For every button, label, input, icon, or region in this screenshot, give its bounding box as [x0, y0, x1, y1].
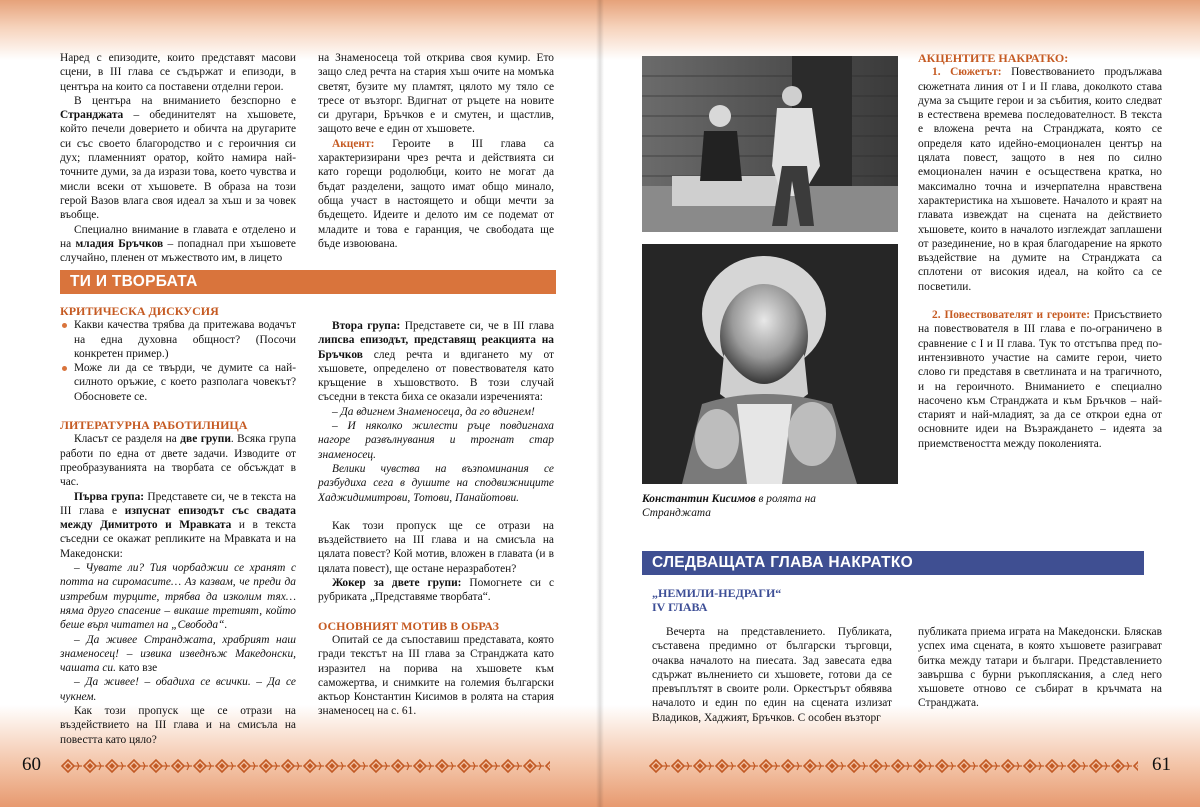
book-gutter [596, 0, 604, 807]
motif-heading: ОСНОВНИЯТ МОТИВ В ОБРАЗ [318, 618, 499, 633]
next-chapter-title-block [652, 586, 892, 614]
workshop-intro: Класът се разделя на две групи. Всяка група работи по една от двете задачи. Изводите от преобразуванията на творбата се обсъждат в час. [60, 433, 297, 489]
intro-continuation: на Знаменосеца той открива своя кумир. Ето защо след речта на стария хъш очите на момъка светят, бузите му пламтят, цялото му тяло се тресе от възторг. Вдигнат от ръцете на новите си другари, Бръчков е и смутен, и щастлив, защото вече е един от хъшовете. [318, 52, 554, 136]
list-item: Какви качества трябва да притежава водачът на една духовна общност? (Посочи конкретен пример.) [60, 318, 296, 361]
intro-paragraph-2: В центъра на вниманието безспорно е Странджата – обединителят на хъшовете, който печели доверието и обичта на другарите си със своето благородство и с героичния си дух; пламенният оратор, който намира най-точните думи, за да изрази това, което чувства и мисли всеки от хъшовете. В образа на този герой Вазов влага своя идеал за хъш и за човек въобще. [60, 94, 296, 222]
list-item: Може ли да се твърди, че думите са най-силното оръжие, с което разполага човекът? Обосновете се. [60, 361, 296, 404]
accent-paragraph: Акцент: Героите в III глава са характеризирани чрез речта и действията си като горещи родолюбци, които не могат да бъдат разделени, защото имат общо минало, обща участ в настоящето и общи мечти за бъдещето. Идеите и делото им се подемат от младите и това е гаранция, че свободата ще бъде извоювана. [318, 137, 554, 250]
theatre-scene-photo [642, 56, 898, 232]
page-number-right: 61 [1152, 754, 1171, 775]
quote-2: – Да живее Странджата, храбрият наш знаменосец! – извика изведнъж Македонски, чашата си. като взе [60, 633, 296, 675]
section-title-ti-i-tvorbata: ТИ И ТВОРБАТА [60, 270, 556, 294]
next-chapter-number: IV ГЛАВА [652, 600, 708, 614]
intro-column-1 [60, 51, 296, 265]
intro-paragraph-1: Наред с епизодите, които представят масови сцени, в III глава се съдържат и епизоди, в центъра на които са поставени отделни герои. [60, 52, 296, 93]
quote-3: – Да живее! – обадиха се всички. – Да се чукнем. [60, 676, 296, 703]
next-chapter-title: „НЕМИЛИ-НЕДРАГИ“ [652, 586, 782, 600]
discussion-questions [60, 318, 296, 404]
discussion-heading: КРИТИЧЕСКА ДИСКУСИЯ [60, 304, 219, 318]
ornament-border-right [648, 758, 1138, 774]
workshop-heading: ЛИТЕРАТУРНА РАБОТИЛНИЦА [60, 418, 248, 433]
accent-item-1: 1. Сюжетът: Повествованието продължава сюжетната линия от I и II глава, доколкото става дума за същите герои и за събития, които следват в естествена времева последователност. В текста е вложена речта на Странджата, която се определя като идейно-емоционален център на цялата повест, защото в нея по силно емоционален начин е осъществена кратка, но максимално точна и изчерпателна нравствена характеристика на хъшовете. Началото и краят на главата извеждат на сцената на действието хъшовете, които в началото изглеждат заплашени от разединение, но в края благодарение на яркото въздействие на думите на Странджата са сплотени от високия идеал, на който са се посветили. [918, 66, 1163, 293]
joker-paragraph: Жокер за двете групи: Помогнете си с рубриката „Представяме творбата“. [318, 577, 554, 604]
group-2-task: Втора група: Представете си, че в III глава липсва епизодът, представящ реакцията на Бръчков след речта и вдигането му от хъшовете, определено от повествователя като кръщение в хъшовството. В този случай съседни в текста биха се оказали изреченията: [318, 320, 554, 404]
next-chapter-column-2 [918, 625, 1162, 711]
next-chapter-text-2: публиката приема играта на Македонски. Бляскав успех има сцената, в която хъшовете разиграват битка между татари и българи. Представлението завършва с бурни ръкопляскания, а след него хъшовете отново се събират в кръчмата на Странджата. [918, 626, 1162, 710]
group-2-question: Как този пропуск ще се отрази на въздействието на III глава и на смисъла на цялата повест? Кой мотив, вложен в главата (и в цялата повест), ще остане неразработен? [318, 519, 554, 575]
accents-heading: АКЦЕНТИТЕ НАКРАТКО: [918, 51, 1069, 65]
quote-5: – И няколко жилести ръце повдигнаха нагоре развълнувания и трогнат стар знаменосец. [318, 420, 554, 461]
quote-4: – Да вдигнем Знаменосеца, да го вдигнем! [332, 405, 535, 418]
next-chapter-column-1 [652, 625, 892, 725]
ornament-border-left [60, 758, 550, 774]
group-1-task: Първа група: Представете си, че в текста на III глава е изпуснат епизодът със свадата между Димитрото и Мравката и в текста съседни се окажат репликите на Мравката и на Македонски: [60, 490, 296, 560]
kisimov-portrait-photo [642, 244, 898, 484]
intro-paragraph-3: Специално внимание в главата е отделено и на младия Бръчков – попаднал при хъшовете случайно, пленен от мъжеството им, в лицето [60, 223, 296, 265]
quote-6: Велики чувства на възпоминания се разбудиха сега в душите на сподвижниците Хаджидимитрови, Тотови, Панайотови. [318, 462, 554, 504]
motif-text: Опитай се да съпоставиш представата, която гради текстът на III глава за Странджата като изразител на порива на хъшовете към саможертва, и снимките на големия български актьор Константин Кисимов в ролята на стария знаменосец на с. 61. [318, 633, 554, 718]
page-number-left: 60 [22, 754, 41, 775]
workshop-column-2 [318, 319, 554, 719]
photo-caption: Константин Кисимов в ролята на Странджата [642, 493, 816, 519]
intro-column-2 [318, 51, 554, 251]
next-chapter-text-1: Вечерта на представлението. Публиката, съставена предимно от български търговци, очаква началото на пиесата. Зад завесата едва сдържат вълнението си хъшовете, готови да се превъплътят в своите роли. Оркестърът обявява началото и един по един на сцената излизат Владиков, Хаджият, Бръчков. С особен възторг [652, 626, 892, 724]
quote-1: – Чувате ли? Тия чорбаджии се хранят с потта на сиромасите… Аз казвам, че преди да изтребим турците, трябва да изколим тях… няма друго спасение – викаше третият, който беше върл читател на „Свобода“. [60, 562, 296, 632]
workshop-column-1 [60, 304, 296, 747]
accents-column [918, 51, 1162, 451]
group-1-question: Как този пропуск ще се отрази на въздействието на III глава и на смисъла на повестта като цяло? [60, 705, 296, 746]
section-title-next-chapter: СЛЕДВАЩАТА ГЛАВА НАКРАТКО [642, 551, 1144, 575]
accent-item-2: 2. Повествователят и героите: Присъствието на повествователя в III глава е по-ограничено в сравнение с I и II глава. Тук то отстъпва пред по-интензивното участие на самите герои, чието слово ги представя в светлината и на трагичното, и на героичното. Вниманието е специално насочено към Странджата и към Бръчков – най-старият и най-младият, за да се открои една от основните идеи на Възраждането – идеята за приемствеността между поколенията. [918, 309, 1162, 450]
